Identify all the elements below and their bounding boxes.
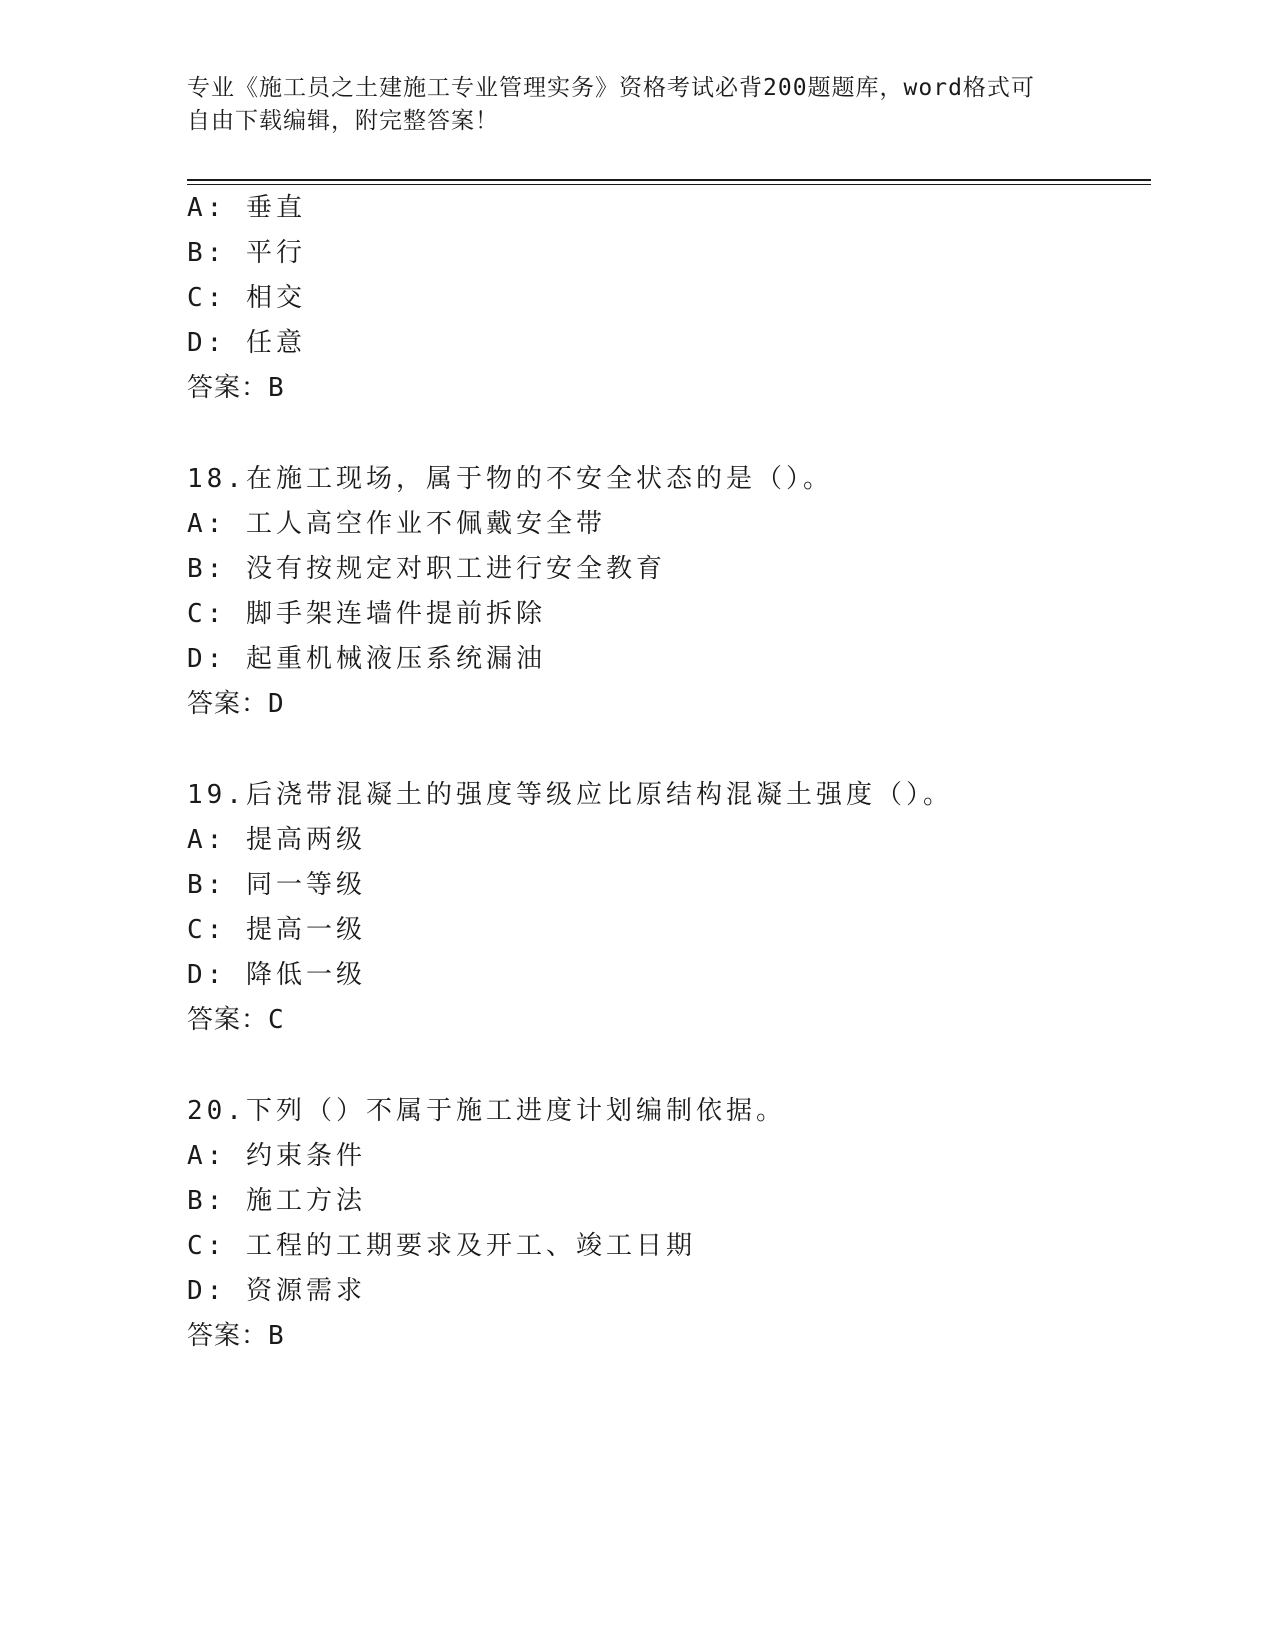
q18-option-a: A: 工人高空作业不佩戴安全带 bbox=[187, 509, 606, 539]
q20-option-b: B: 施工方法 bbox=[187, 1186, 366, 1216]
q20-stem: 20.下列（）不属于施工进度计划编制依据。 bbox=[187, 1096, 786, 1126]
document-header bbox=[187, 72, 1067, 138]
q17-option-b: B: 平行 bbox=[187, 238, 306, 268]
header-line-1: 专业《施工员之土建施工专业管理实务》资格考试必背200题题库，word格式可 bbox=[187, 75, 1035, 101]
q18-option-b: B: 没有按规定对职工进行安全教育 bbox=[187, 554, 666, 584]
q19-option-a: A: 提高两级 bbox=[187, 825, 366, 855]
header-divider-thin bbox=[187, 184, 1151, 185]
q19-stem: 19.后浇带混凝土的强度等级应比原结构混凝土强度（）。 bbox=[187, 780, 953, 810]
q18-option-c: C: 脚手架连墙件提前拆除 bbox=[187, 599, 546, 629]
q19-option-b: B: 同一等级 bbox=[187, 870, 366, 900]
header-line-2: 自由下载编辑，附完整答案！ bbox=[187, 108, 499, 134]
q20-answer: 答案：B bbox=[187, 1321, 285, 1351]
q17-answer: 答案：B bbox=[187, 373, 285, 403]
header-divider-thick bbox=[187, 179, 1151, 181]
q20-option-a: A: 约束条件 bbox=[187, 1141, 366, 1171]
q20-option-d: D: 资源需求 bbox=[187, 1276, 366, 1306]
q18-answer: 答案：D bbox=[187, 689, 285, 719]
q17-option-a: A: 垂直 bbox=[187, 193, 306, 223]
q19-answer: 答案：C bbox=[187, 1005, 285, 1035]
q18-stem: 18.在施工现场，属于物的不安全状态的是（）。 bbox=[187, 464, 833, 494]
q19-option-c: C: 提高一级 bbox=[187, 915, 366, 945]
q19-option-d: D: 降低一级 bbox=[187, 960, 366, 990]
q20-option-c: C: 工程的工期要求及开工、竣工日期 bbox=[187, 1231, 696, 1261]
q17-option-d: D: 任意 bbox=[187, 328, 306, 358]
q17-option-c: C: 相交 bbox=[187, 283, 306, 313]
q18-option-d: D: 起重机械液压系统漏油 bbox=[187, 644, 546, 674]
